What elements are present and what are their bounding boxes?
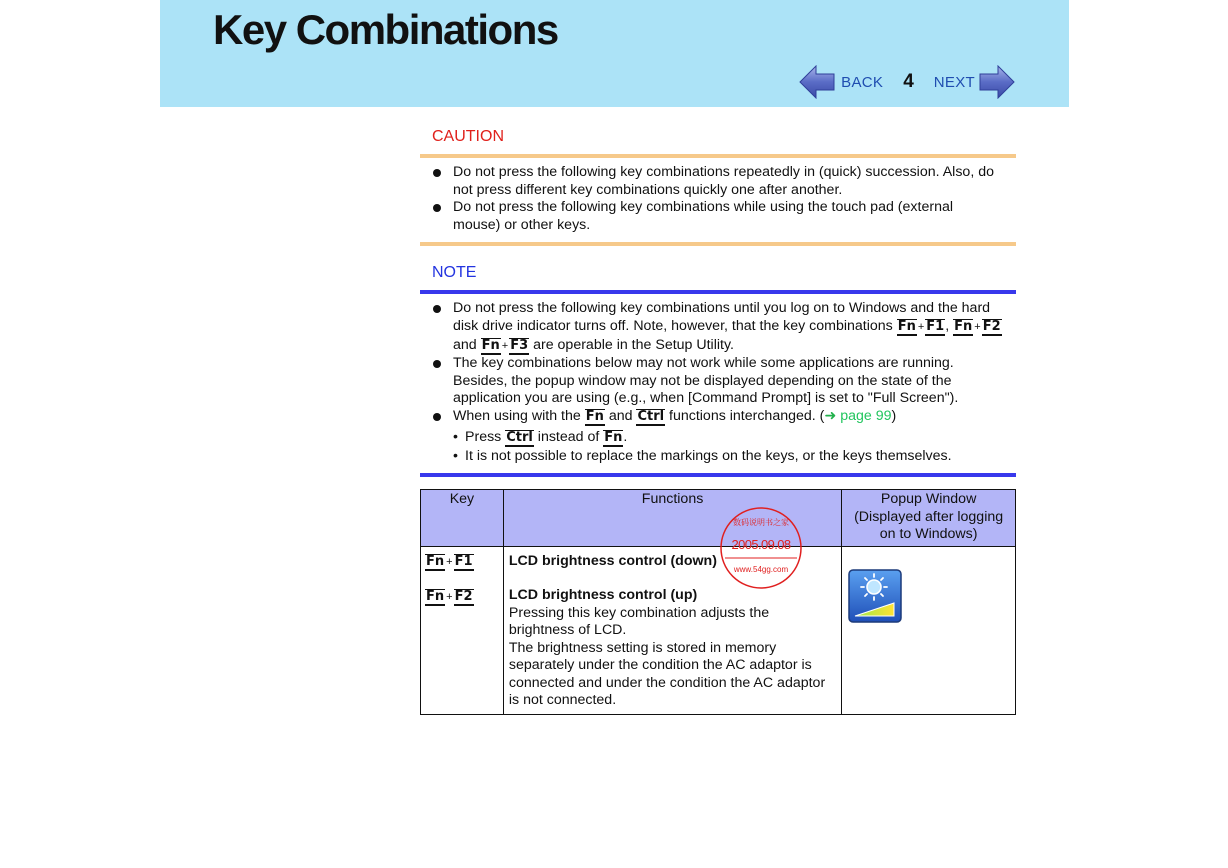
next-button[interactable] [934, 65, 1015, 99]
function-title-up: LCD brightness control (up) [508, 587, 698, 603]
note-item-text: ) [891, 407, 897, 424]
fn-key: Fn [426, 588, 445, 604]
caution-bottom-rule [420, 242, 1016, 246]
plus-sign: + [501, 339, 509, 352]
page-99-link[interactable]: page 99 [840, 407, 892, 424]
note-item [432, 408, 1004, 466]
right-arrow-icon: ➜ [824, 407, 837, 424]
back-arrow-icon [799, 65, 835, 99]
column-header-key: Key [421, 490, 504, 547]
f2-key: F2 [982, 318, 1001, 334]
note-item [432, 300, 1004, 355]
caution-title: CAUTION [432, 128, 504, 145]
fn-key: Fn [604, 429, 623, 445]
page-number: 4 [903, 71, 914, 92]
note-item-text: and [608, 407, 633, 424]
key-combinations-table [420, 489, 1016, 715]
key-combo-fn-f2 [425, 588, 499, 623]
comma: , [945, 317, 950, 334]
stamp-date: 2005.09.08 [731, 537, 791, 552]
note-sub-item [453, 428, 1004, 447]
plus-sign: + [446, 590, 453, 603]
plus-sign: + [974, 320, 981, 333]
plus-sign: + [917, 320, 925, 333]
next-arrow-icon [979, 65, 1015, 99]
stamp-url: www.54gg.com [733, 565, 789, 574]
note-item-text: Do not press the following key combinations until you log on to Windows and the hard disk drive indicator turns off. Note, however, that the key combinations [453, 300, 991, 334]
spacer [509, 570, 836, 587]
column-header-functions: Functions [503, 490, 841, 547]
column-header-popup: Popup Window (Displayed after logging on to Windows) [842, 490, 1016, 547]
table-header-row [421, 490, 1016, 547]
ctrl-key: Ctrl [506, 429, 533, 445]
key-combo-fn-f1 [425, 553, 499, 588]
note-item-text: and [453, 336, 477, 353]
note-item-text: are operable in the Setup Utility. [533, 336, 734, 353]
note-sub-text: . [623, 428, 628, 445]
f3-key: F3 [510, 337, 529, 353]
ctrl-key: Ctrl [637, 408, 665, 424]
caution-list [420, 158, 1016, 242]
fn-key: Fn [426, 553, 445, 569]
caution-item: Do not press the following key combinations repeatedly in (quick) succession. Also, do not press different key combinations quickly one after another. [432, 164, 1004, 199]
popup-cell [842, 546, 1016, 714]
note-title: NOTE [432, 264, 477, 282]
back-button[interactable] [799, 65, 883, 99]
note-sub-text: Press [465, 428, 502, 445]
page-title: Key Combinations [213, 6, 558, 53]
note-sub-text: instead of [537, 428, 600, 445]
function-description: Pressing this key combination adjusts the brightness of LCD. [508, 604, 770, 638]
note-sub-item: • It is not possible to replace the markings on the keys, or the keys themselves. [453, 447, 1004, 466]
note-list [420, 294, 1016, 473]
note-sub-list [453, 428, 1004, 466]
function-description: The brightness setting is stored in memory separately under the condition the AC adaptor is connected and under the condition the AC adaptor is not connected. [508, 639, 826, 708]
stamp-line-1: 数码说明书之家 [733, 518, 789, 527]
f1-key: F1 [926, 318, 945, 334]
page-header [160, 0, 1069, 107]
fn-key: Fn [481, 337, 500, 353]
note-item: The key combinations below may not work while some applications are running. Besides, the popup window may not be displayed depending on the state of the application you are using (e.g., when [Command Prompt] is set to "Full Screen"). [432, 355, 1004, 408]
f1-key: F1 [454, 553, 473, 569]
table-row [421, 546, 1016, 714]
main-content [420, 120, 1016, 477]
caution-item: Do not press the following key combinations while using the touch pad (external mouse) or other keys. [432, 199, 1004, 234]
plus-sign: + [446, 555, 453, 568]
fn-key: Fn [954, 318, 973, 334]
note-bottom-rule [420, 473, 1016, 477]
fn-key: Fn [897, 318, 916, 334]
function-title-down: LCD brightness control (down) [508, 552, 717, 569]
functions-cell [503, 546, 841, 714]
note-item-text: When using with the [453, 407, 581, 424]
back-label: BACK [841, 73, 884, 91]
next-label: NEXT [933, 73, 975, 91]
key-cell [421, 546, 504, 714]
f2-key: F2 [454, 588, 473, 604]
page-navigation [799, 64, 1015, 100]
fn-key: Fn [585, 408, 604, 424]
note-item-text: functions interchanged. ( [669, 407, 825, 424]
lcd-brightness-icon [848, 569, 902, 623]
